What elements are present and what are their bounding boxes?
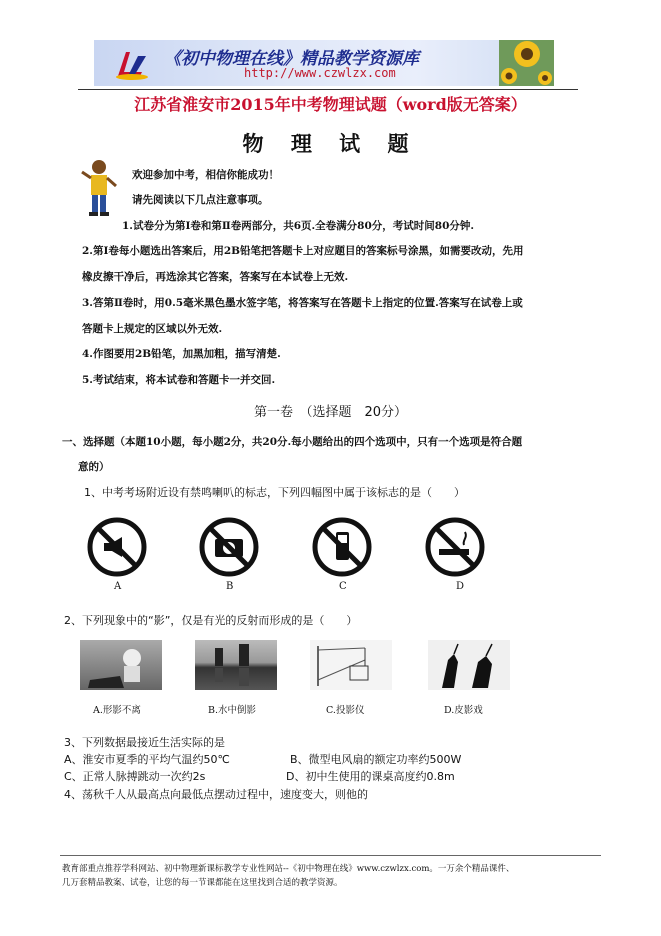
cartoon-student-icon bbox=[80, 158, 118, 218]
reflection-photo bbox=[195, 640, 277, 690]
no-camera-sign-icon bbox=[198, 516, 260, 578]
question-1: 1、中考考场附近设有禁鸣喇叭的标志，下列四幅图中属于该标志的是（ ） bbox=[84, 486, 465, 499]
rule-2-line-1: 2.第Ⅰ卷每小题选出答案后，用2B铅笔把答题卡上对应题目的答案标号涂黑，如需要改动，先用 bbox=[82, 245, 524, 257]
header-divider bbox=[78, 89, 578, 90]
option-d-caption: D.皮影戏 bbox=[444, 705, 483, 716]
no-smoking-sign-icon bbox=[424, 516, 486, 578]
option-b-caption: B.水中倒影 bbox=[208, 705, 257, 716]
tower-reflection-icon bbox=[195, 640, 277, 690]
projector-diagram bbox=[310, 640, 392, 690]
shadow-figure-icon bbox=[80, 640, 162, 690]
no-horn-sign-icon bbox=[86, 516, 148, 578]
part1-instruction-line-1: 一、选择题（本题10小题，每小题2分，共20分.每小题给出的四个选项中，只有一个选项是符合题 bbox=[62, 436, 523, 448]
option-a-label: A bbox=[114, 581, 122, 592]
rule-2-line-2: 橡皮擦干净后，再选涂其它答案，答案写在本试卷上无效. bbox=[82, 271, 349, 283]
sunflower-icon bbox=[499, 40, 554, 86]
subject-title: 物 理 试 题 bbox=[242, 131, 419, 156]
question-2: 2、下列现象中的“影”，仅是有光的反射而形成的是（ ） bbox=[64, 614, 358, 627]
question-3-option-b: B、微型电风扇的额定功率约500W bbox=[290, 753, 462, 766]
shadow-photo bbox=[80, 640, 162, 690]
option-b-label: B bbox=[226, 581, 234, 592]
question-3-option-a: A、淮安市夏季的平均气温约50℃ bbox=[64, 753, 230, 766]
rule-4: 4.作图要用2B铅笔，加黑加粗，描写清楚. bbox=[82, 348, 281, 360]
option-c-label: C bbox=[339, 581, 347, 592]
rule-1: 1.试卷分为第Ⅰ卷和第Ⅱ卷两部分，共6页.全卷满分80分，考试时间80分钟. bbox=[122, 220, 475, 232]
projector-icon bbox=[310, 640, 392, 690]
footer-divider bbox=[60, 855, 601, 856]
header-banner bbox=[94, 40, 554, 86]
question-3-option-c: C、正常人脉搏跳动一次约2s bbox=[64, 770, 206, 783]
banner-title: 《初中物理在线》精品教学资源库 bbox=[164, 49, 419, 69]
question-3-option-d: D、初中生使用的课桌高度约0.8m bbox=[286, 770, 455, 783]
shadow-play-photo bbox=[428, 640, 510, 690]
no-phone-sign-icon bbox=[311, 516, 373, 578]
footer-line-2: 几万套精品教案、试卷，让您的每一节课都能在这里找到合适的教学资源。 bbox=[62, 878, 343, 888]
rule-5: 5.考试结束，将本试卷和答题卡一并交回. bbox=[82, 374, 276, 386]
option-d-label: D bbox=[456, 581, 465, 592]
rule-3-line-1: 3.答第Ⅱ卷时，用0.5毫米黑色墨水签字笔，将答案写在答题卡上指定的位置.答案写在试卷上或 bbox=[82, 297, 523, 309]
banner-url[interactable]: http://www.czwlzx.com bbox=[244, 66, 396, 80]
rule-3-line-2: 答题卡上规定的区域以外无效. bbox=[82, 323, 223, 335]
footer-line-1: 教育部重点推荐学科网站、初中物理新课标教学专业性网站--《初中物理在线》www.czwlzx.com。一万余个精品课件、 bbox=[62, 864, 515, 874]
shadow-puppet-icon bbox=[428, 640, 510, 690]
intro-notice: 请先阅读以下几点注意事项。 bbox=[132, 194, 269, 206]
section-title: 第一卷 （选择题 20分） bbox=[253, 405, 408, 420]
option-a-caption: A.形影不离 bbox=[93, 705, 141, 716]
part1-instruction-line-2: 意的） bbox=[78, 461, 110, 473]
option-c-caption: C.投影仪 bbox=[326, 705, 365, 716]
intro-greeting: 欢迎参加中考，相信你能成功！ bbox=[132, 169, 279, 181]
question-4: 4、荡秋千人从最高点向最低点摆动过程中，速度变大，则他的 bbox=[64, 788, 368, 801]
logo-icon bbox=[112, 46, 152, 82]
document-title: 江苏省淮安市2015年中考物理试题（word版无答案） bbox=[134, 95, 527, 114]
question-3: 3、下列数据最接近生活实际的是 bbox=[64, 736, 225, 749]
